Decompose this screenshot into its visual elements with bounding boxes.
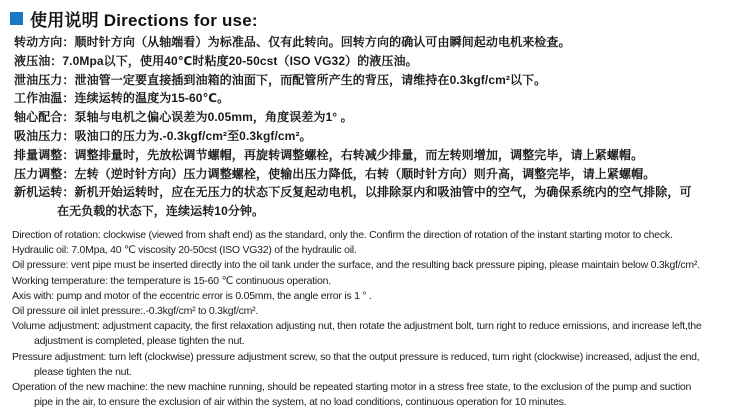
cn-line-volume-adjustment: 排量调整：调整排量时，先放松调节螺帽，再旋转调整螺栓，右转减少排量，而左转则增加，调整完毕，请上紧螺帽。 (14, 147, 644, 162)
en-line-inlet-pressure: Oil pressure oil inlet pressure:.-0.3kgf/cm² to 0.3kgf/cm². (12, 304, 259, 317)
en-line-axis-alignment: Axis with: pump and motor of the eccentric error is 0.05mm, the angle error is 1 ° . (12, 289, 372, 302)
en-line-pressure-adjustment: Pressure adjustment: turn left (clockwise) pressure adjustment screw, so that the output pressure is reduced, turn right (clockwise) increased, adjust the end, (12, 350, 700, 363)
en-line-new-machine-operation: Operation of the new machine: the new machine running, should be repeated starting motor in a stress free state, to the exclusion of the pump and suction (12, 381, 692, 393)
english-instructions (12, 228, 724, 410)
en-line-volume-adjustment: Volume adjustment: adjustment capacity, the first relaxation adjusting nut, then rotate the adjustment bolt, turn right to reduce emissions, and increase left,the (12, 320, 702, 333)
en-line-new-machine-operation-cont: pipe in the air, to ensure the exclusion of air within the system, at no load conditions, continuous operation for 10 minutes. (34, 396, 567, 409)
en-line-oil-pressure: Oil pressure: vent pipe must be inserted directly into the oil tank under the surface, and the resulting back pressure piping, please maintain below 0.3kgf/cm². (12, 259, 700, 272)
en-line-volume-adjustment-cont: adjustment is completed, please tighten the nut. (34, 335, 245, 348)
cn-line-suction-pressure: 吸油压力：吸油口的压力为.-0.3kgf/cm²至0.3kgf/cm²。 (14, 128, 312, 143)
blue-square-bullet-icon (10, 12, 23, 25)
cn-line-pressure-adjustment: 压力调整：左转（逆时针方向）压力调整螺栓，使输出压力降低，右转（顺时针方向）则升高，调整完毕，请上紧螺帽。 (14, 166, 656, 181)
cn-line-drain-pressure: 泄油压力：泄油管一定要直接插到油箱的油面下，而配管所产生的背压，请维持在0.3kgf/cm²以下。 (14, 72, 547, 87)
en-line-pressure-adjustment-cont: please tighten the nut. (34, 365, 132, 378)
cn-line-direction-of-rotation: 转动方向：顺时针方向（从轴端看）为标准品、仅有此转向。回转方向的确认可由瞬间起动电机来检查。 (14, 35, 571, 49)
section-title-row (10, 6, 724, 30)
cn-line-working-temperature: 工作油温：连续运转的温度为15-60℃。 (14, 91, 230, 106)
cn-line-new-machine-operation-cont: 在无负载的状态下，连续运转10分钟。 (57, 204, 265, 219)
en-line-hydraulic-oil: Hydraulic oil: 7.0Mpa, 40 ℃ viscosity 20-50cst (ISO VG32) of the hydraulic oil. (12, 244, 357, 257)
cn-line-new-machine-operation: 新机运转：新机开始运转时，应在无压力的状态下反复起动电机，以排除泵内和吸油管中的空气，为确保系统内的空气排除，可 (14, 185, 692, 200)
chinese-instructions (14, 33, 724, 221)
en-line-working-temperature: Working temperature: the temperature is 15-60 ℃ continuous operation. (12, 274, 331, 287)
en-line-direction-of-rotation: Direction of rotation: clockwise (viewed from shaft end) as the standard, only the. Confirm the direction of rotation of the instant starting motor to check. (12, 228, 673, 241)
cn-line-axis-alignment: 轴心配合：泵轴与电机之偏心误差为0.05mm，角度误差为1° 。 (14, 110, 353, 125)
cn-line-hydraulic-oil: 液压油：7.0Mpa以下，使用40℃时粘度20-50cst（ISO VG32）的液压油。 (14, 53, 418, 68)
section-title: 使用说明 Directions for use: (30, 10, 258, 30)
